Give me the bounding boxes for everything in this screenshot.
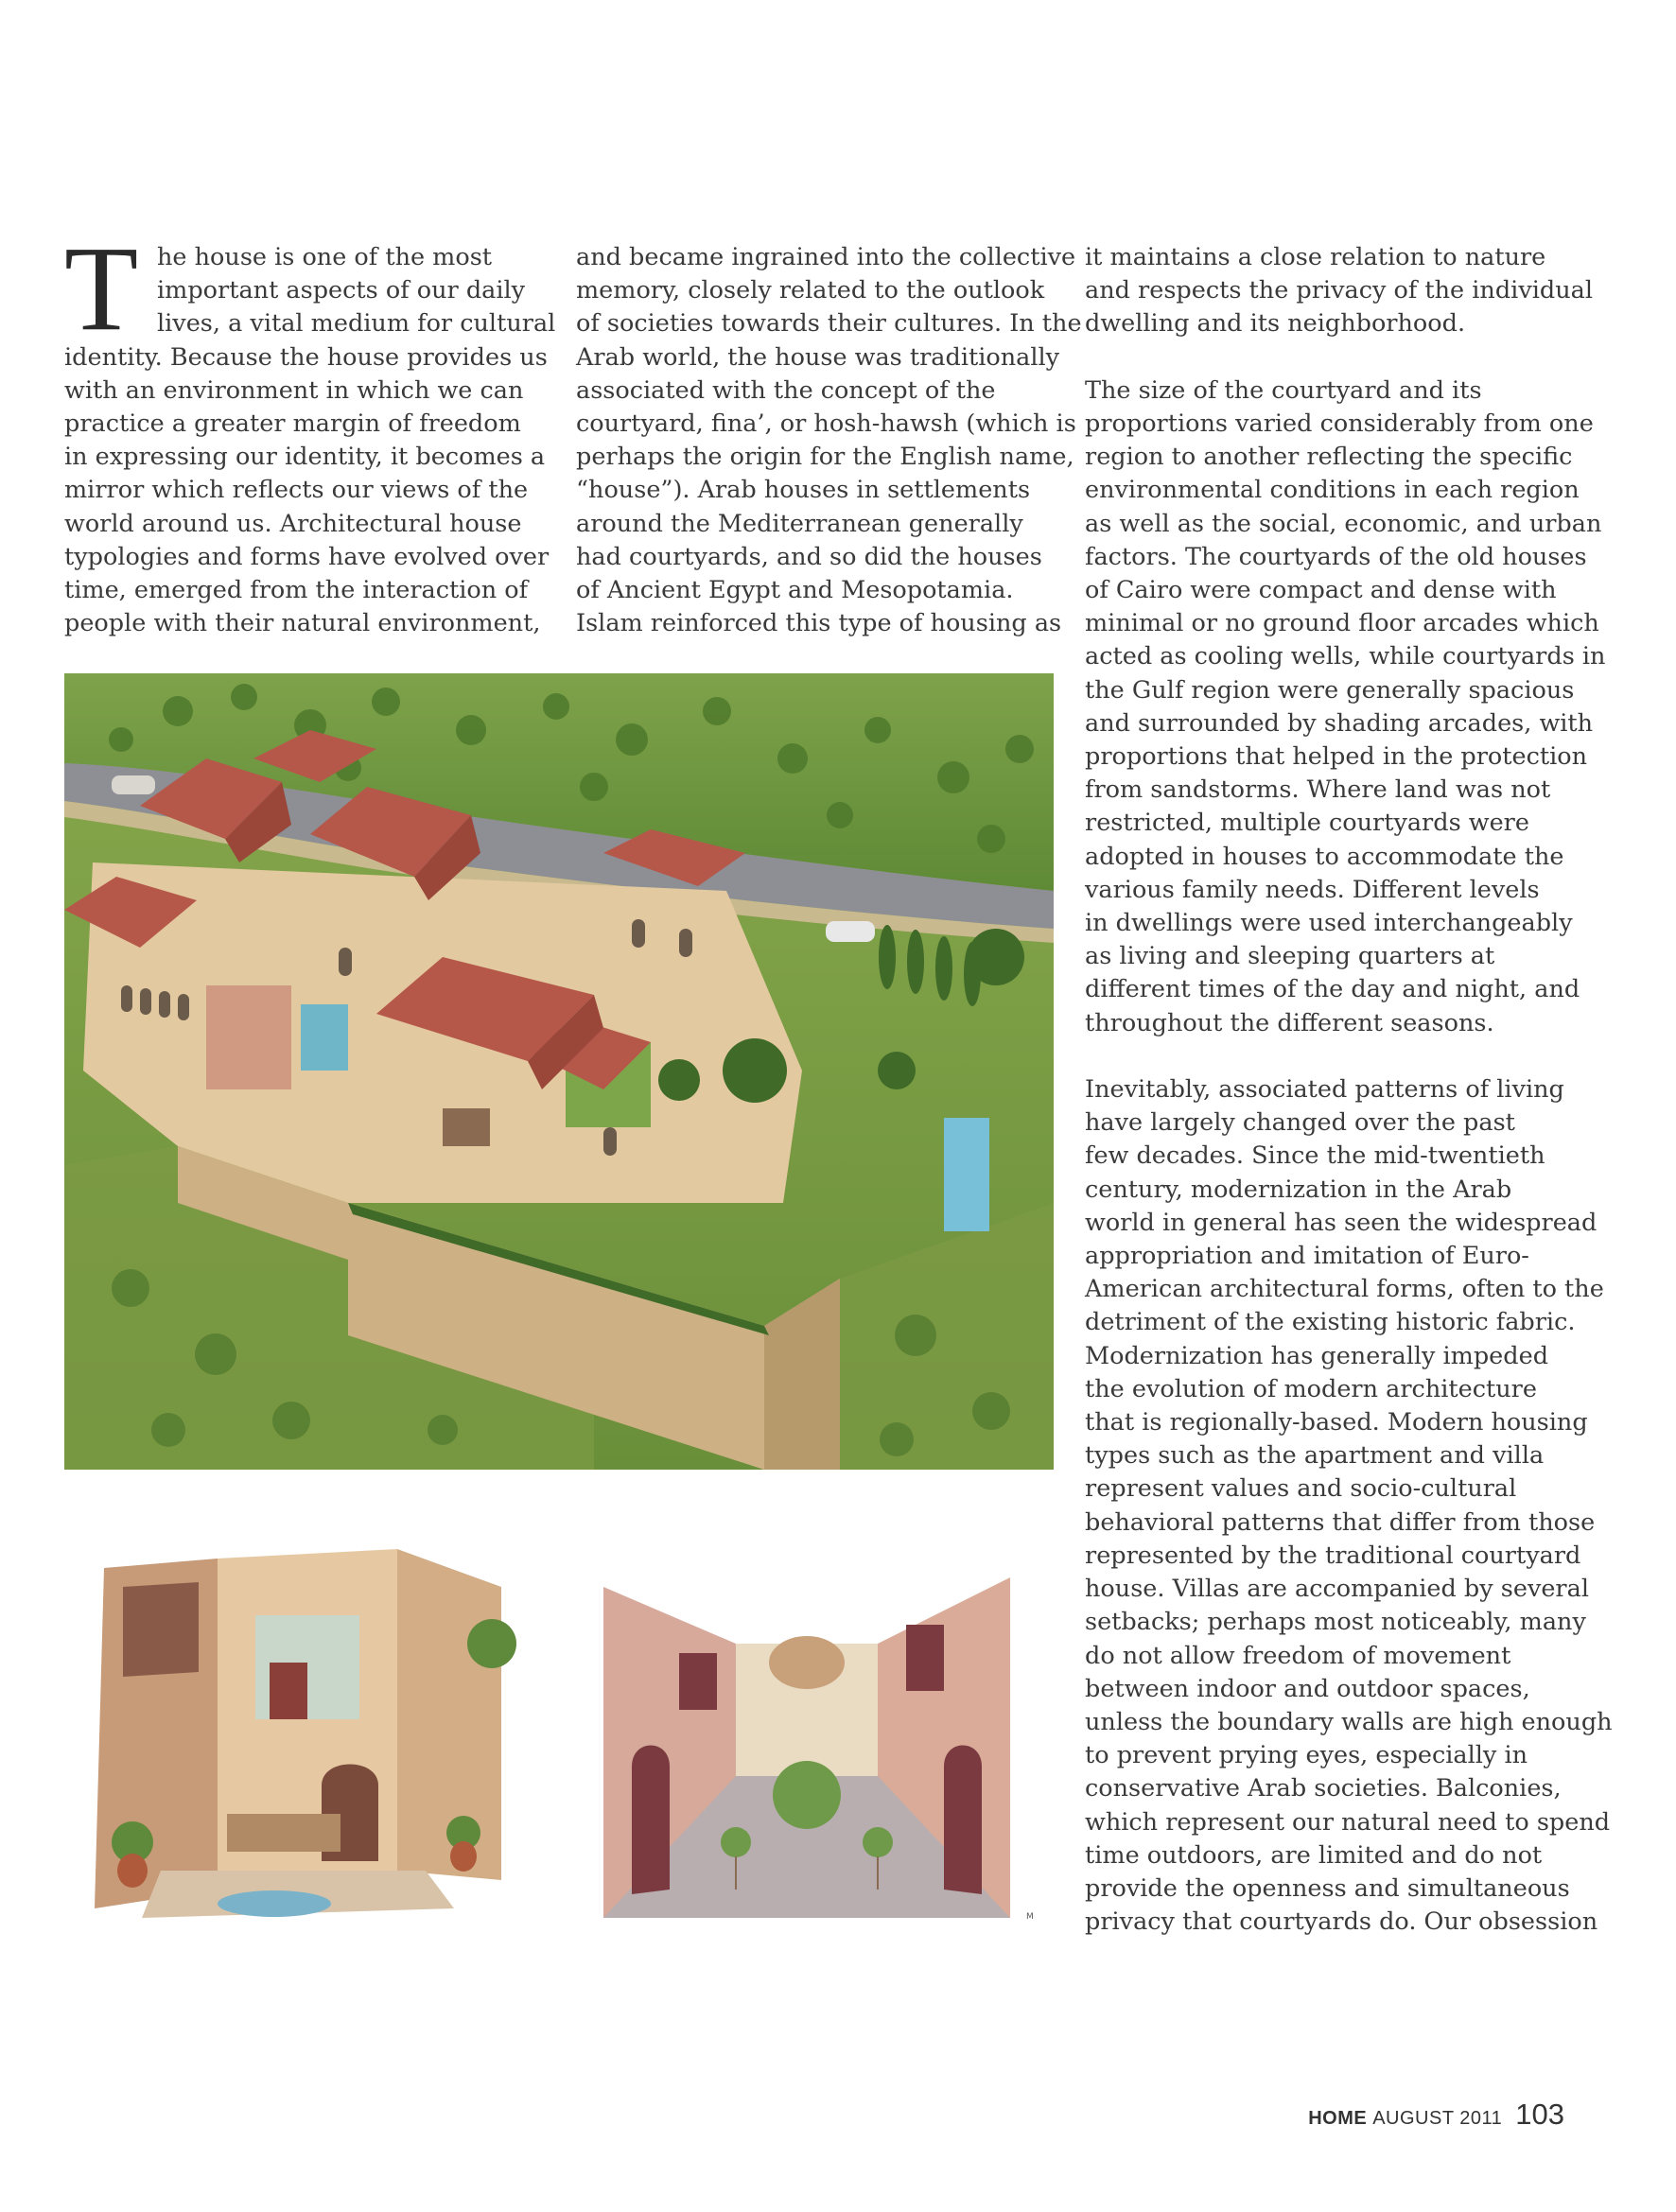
text-line: world in general has seen the widespread [1085, 1208, 1597, 1237]
street-sketch [594, 1530, 1021, 1927]
text-line: around the Mediterranean generally [576, 509, 1023, 538]
text-column-1 [64, 241, 556, 640]
text-line: and surrounded by shading arcades, with [1085, 708, 1594, 738]
text-line: throughout the different seasons. [1085, 1008, 1494, 1037]
text-line: the evolution of modern architecture [1085, 1374, 1537, 1403]
paragraph-gap [1085, 1040, 1577, 1073]
text-line: important aspects of our daily [157, 276, 526, 305]
text-line: Islam reinforced this type of housing as [576, 609, 1062, 638]
text-line: practice a greater margin of freedom [64, 409, 521, 439]
text-line: with an environment in which we can [64, 375, 524, 405]
text-line: as living and sleeping quarters at [1085, 942, 1495, 971]
courtyard-sketch [85, 1530, 520, 1927]
text-line: time outdoors, are limited and do not [1085, 1840, 1543, 1870]
text-line: restricted, multiple courtyards were [1085, 809, 1529, 838]
magazine-name: HOME [1308, 2108, 1368, 2129]
text-line: conservative Arab societies. Balconies, [1085, 1774, 1562, 1803]
text-line: Modernization has generally impeded [1085, 1341, 1549, 1370]
paragraph-gap [1085, 341, 1577, 374]
text-line: region to another reflecting the specific [1085, 443, 1573, 472]
text-line: few decades. Since the mid-twentieth [1085, 1141, 1545, 1171]
text-line: which represent our natural need to spend [1085, 1807, 1611, 1837]
text-line: Inevitably, associated patterns of living [1085, 1075, 1564, 1105]
text-line: as well as the social, economic, and urban [1085, 509, 1602, 538]
text-line: century, modernization in the Arab [1085, 1175, 1512, 1204]
text-line: associated with the concept of the [576, 375, 996, 405]
aerial-villa-illustration [64, 673, 1054, 1470]
text-line: appropriation and imitation of Euro- [1085, 1242, 1529, 1271]
text-line: of Cairo were compact and dense with [1085, 576, 1557, 605]
text-column-2 [576, 241, 1082, 640]
text-line: “house”). Arab houses in settlements [576, 476, 1031, 505]
text-line: types such as the apartment and villa [1085, 1441, 1545, 1471]
text-line: represent values and socio-cultural [1085, 1474, 1517, 1504]
aerial-villa-rendering [64, 673, 1054, 1470]
text-line: privacy that courtyards do. Our obsession [1085, 1907, 1598, 1937]
text-line: have largely changed over the past [1085, 1108, 1515, 1138]
text-column-3 [1085, 241, 1613, 1939]
text-line: lives, a vital medium for cultural [157, 309, 556, 339]
text-line: in expressing our identity, it becomes a [64, 443, 546, 472]
text-line: dwelling and its neighborhood. [1085, 309, 1466, 339]
text-line: minimal or no ground floor arcades which [1085, 609, 1599, 638]
text-line: The size of the courtyard and its [1085, 375, 1482, 405]
text-line: memory, closely related to the outlook [576, 276, 1045, 305]
text-line: it maintains a close relation to nature [1085, 243, 1546, 271]
text-line: and respects the privacy of the individual [1085, 276, 1593, 305]
text-line: Arab world, the house was traditionally [576, 342, 1060, 372]
courtyard-sketch-illustration [85, 1530, 520, 1927]
text-line: of Ancient Egypt and Mesopotamia. [576, 576, 1014, 605]
text-line: house. Villas are accompanied by several [1085, 1575, 1589, 1604]
artist-signature: M [1026, 1912, 1034, 1922]
text-line: from sandstorms. Where land was not [1085, 775, 1551, 805]
text-line: between indoor and outdoor spaces, [1085, 1674, 1530, 1703]
text-line: provide the openness and simultaneous [1085, 1873, 1570, 1903]
text-line: typologies and forms have evolved over [64, 542, 550, 571]
text-line: identity. Because the house provides us [64, 342, 548, 372]
text-line: courtyard, fina’, or hosh-hawsh (which is [576, 409, 1076, 439]
text-line: perhaps the origin for the English name, [576, 443, 1074, 472]
text-line: of societies towards their cultures. In the [576, 309, 1082, 339]
text-line: setbacks; perhaps most noticeably, many [1085, 1608, 1586, 1637]
page-number: 103 [1515, 2098, 1564, 2131]
text-line: had courtyards, and so did the houses [576, 542, 1042, 571]
text-line: acted as cooling wells, while courtyards in [1085, 642, 1606, 671]
issue-date: AUGUST 2011 [1372, 2108, 1503, 2129]
text-line: to prevent prying eyes, especially in [1085, 1741, 1528, 1770]
text-line: represented by the traditional courtyard [1085, 1541, 1581, 1570]
text-line: the Gulf region were generally spacious [1085, 675, 1575, 705]
text-line: behavioral patterns that differ from those [1085, 1507, 1596, 1537]
text-line: environmental conditions in each region [1085, 476, 1580, 505]
text-line: various family needs. Different levels [1085, 875, 1540, 904]
text-line: time, emerged from the interaction of [64, 576, 529, 605]
text-line: factors. The courtyards of the old houses [1085, 542, 1587, 571]
drop-cap: T [64, 221, 139, 356]
text-line: unless the boundary walls are high enough [1085, 1707, 1613, 1736]
text-line: and became ingrained into the collective [576, 243, 1076, 271]
text-line: proportions varied considerably from one [1085, 409, 1594, 438]
text-line: proportions that helped in the protection [1085, 742, 1588, 772]
text-line: world around us. Architectural house [64, 509, 522, 538]
text-line: mirror which reflects our views of the [64, 476, 529, 505]
text-line: different times of the day and night, and [1085, 975, 1580, 1004]
page-footer [1308, 2098, 1564, 2132]
text-line: American architectural forms, often to the [1085, 1275, 1604, 1304]
text-line: he house is one of the most [157, 243, 493, 271]
text-line: that is regionally-based. Modern housing [1085, 1408, 1588, 1437]
text-line: in dwellings were used interchangeably [1085, 909, 1573, 938]
text-line: people with their natural environment, [64, 609, 541, 638]
text-line: adopted in houses to accommodate the [1085, 842, 1564, 871]
text-line: detriment of the existing historic fabric. [1085, 1308, 1576, 1337]
text-line: do not allow freedom of movement [1085, 1641, 1511, 1670]
street-sketch-illustration [594, 1530, 1021, 1927]
